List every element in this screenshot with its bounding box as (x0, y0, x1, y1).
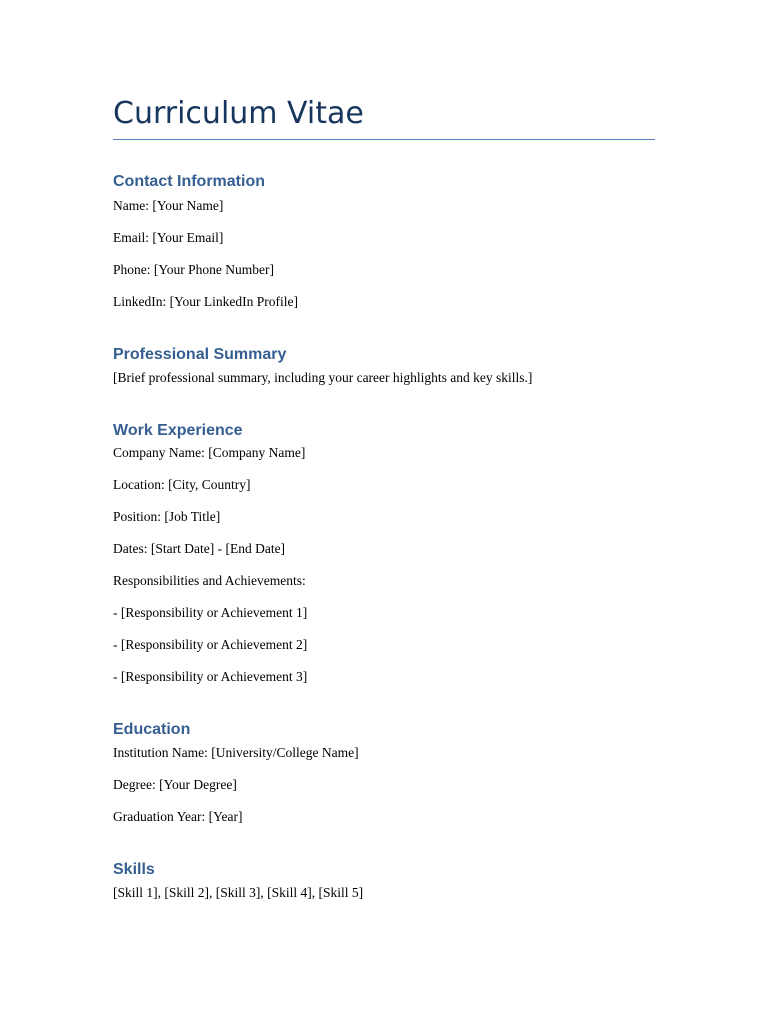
contact-heading: Contact Information (113, 173, 265, 190)
work-responsibility-item: - [Responsibility or Achievement 1] (113, 605, 308, 620)
work-responsibility-item: - [Responsibility or Achievement 3] (113, 669, 308, 684)
skills-text: [Skill 1], [Skill 2], [Skill 3], [Skill 4], [Skill 5] (113, 885, 364, 900)
work-company: Company Name: [Company Name] (113, 445, 306, 460)
education-graduation-year: Graduation Year: [Year] (113, 809, 243, 824)
work-responsibility-item: - [Responsibility or Achievement 2] (113, 637, 308, 652)
skills-heading: Skills (113, 861, 155, 878)
contact-name: Name: [Your Name] (113, 198, 224, 213)
work-location: Location: [City, Country] (113, 477, 251, 492)
summary-heading: Professional Summary (113, 346, 287, 363)
contact-email: Email: [Your Email] (113, 230, 224, 245)
work-dates: Dates: [Start Date] - [End Date] (113, 541, 286, 556)
document-title: Curriculum Vitae (113, 96, 364, 131)
contact-linkedin: LinkedIn: [Your LinkedIn Profile] (113, 294, 298, 309)
education-degree: Degree: [Your Degree] (113, 777, 237, 792)
contact-phone: Phone: [Your Phone Number] (113, 262, 274, 277)
title-underline (113, 139, 655, 140)
education-institution: Institution Name: [University/College Name] (113, 745, 359, 760)
work-responsibilities-label: Responsibilities and Achievements: (113, 573, 306, 588)
summary-text: [Brief professional summary, including your career highlights and key skills.] (113, 370, 533, 385)
education-heading: Education (113, 721, 191, 738)
work-position: Position: [Job Title] (113, 509, 221, 524)
work-heading: Work Experience (113, 422, 243, 439)
